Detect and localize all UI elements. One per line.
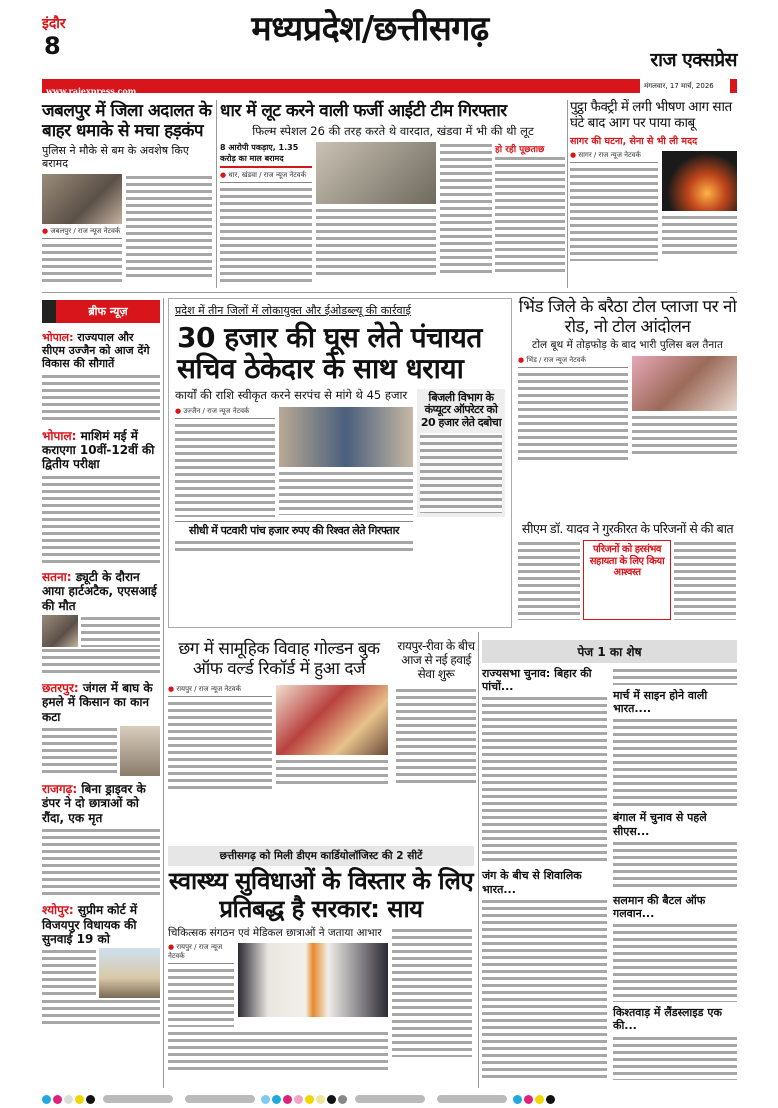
headline: छग में सामूहिक विवाह गोल्डन बुक ऑफ वर्ल्ड रिकॉर्ड में हुआ दर्ज <box>178 639 380 679</box>
subhead: पुलिस ने मौके से बम के अवशेष किए बरामद <box>42 144 189 171</box>
story-dhar <box>220 102 566 286</box>
body-text <box>126 174 212 280</box>
headline: रायपुर-रीवा के बीच आज से नई हवाई सेवा शुरू <box>397 639 475 681</box>
story-vivah <box>168 640 390 790</box>
side-head: हो रही पूछताछ <box>495 145 545 156</box>
section-title: मध्यप्रदेश/छत्तीसगढ़ <box>251 9 489 49</box>
byline: ● जबलपुर / राज न्यूज नेटवर्क <box>42 227 122 239</box>
headline: माशिमं मई में कराएगा 10वीं-12वीं की द्वितीय परीक्षा <box>42 428 155 472</box>
headline: धार में लूट करने वाली फर्जी आईटी टीम गिरफ्तार <box>220 101 507 121</box>
story-health <box>168 846 474 1070</box>
date: मंगलवार, 17 मार्च, 2026 <box>644 82 714 90</box>
bottom-headline: सीधी में पटवारी पांच हजार रुपए की रिश्वत लेते गिरफ्तार <box>175 521 413 538</box>
body-text <box>440 142 492 277</box>
continued-item[interactable]: जंग के बीच से शिवालिक भारत... <box>482 869 582 896</box>
bomb-site-photo <box>42 174 122 224</box>
subhead: टोल बूथ में तोड़फोड़ के बाद भारी पुलिस बल तैनात <box>532 339 723 352</box>
protest-photo <box>632 356 737 411</box>
subhead: चिकित्सक संगठन एवं मेडिकल छात्राओं ने जताया आभार <box>168 927 382 940</box>
farmer-photo <box>120 726 160 776</box>
story-bhind <box>518 298 737 461</box>
fire-photo <box>662 151 737 211</box>
body-text <box>42 242 122 282</box>
doctors-group-photo <box>238 943 388 1017</box>
story-flight <box>396 640 476 787</box>
brief-news-column <box>42 300 160 1026</box>
callout: 8 आरोपी पकड़ाए, 1.35 करोड़ का माल बरामद <box>220 142 312 168</box>
headline: सुप्रीम कोर्ट में विजयपुर विधायक की सुनवाई 19 को <box>42 903 138 947</box>
supreme-court-photo <box>99 948 160 998</box>
place: सतना: <box>42 569 72 584</box>
page1-continued <box>482 640 737 1080</box>
header-bar-end <box>730 79 737 93</box>
headline: बिना ड्राइवर के डंपर ने दो छात्राओं को रौंदा, एक मृत <box>42 782 146 825</box>
story-sagar <box>570 100 737 261</box>
headline: ड्यूटी के दौरान आया हार्टअटैक, एएसआई की मौत <box>42 569 157 613</box>
subhead: सागर की घटना, सेना से भी ली मदद <box>570 136 698 148</box>
side-headline: बिजली विभाग के कंप्यूटर ऑपरेटर को 20 हजार लेते दबोचा <box>420 390 502 429</box>
story-jabalpur <box>42 102 214 282</box>
body-text <box>495 155 565 275</box>
continued-item[interactable]: किश्तवाड़ में लैंडस्लाइड एक की... <box>613 1006 722 1033</box>
body-text <box>316 207 436 277</box>
story-cm <box>518 522 737 620</box>
byline: ● रायपुर / राज न्यूज नेटवर्क <box>168 685 272 697</box>
byline: ● उज्जैन / राज न्यूज नेटवर्क <box>175 407 275 419</box>
headline: सीएम डॉ. यादव ने गुरकीरत के परिजनों से की बात <box>521 521 734 536</box>
accused-photo <box>279 407 413 467</box>
body-text <box>662 214 737 254</box>
place: श्योपुर: <box>42 903 74 918</box>
color-registration-strip <box>42 1094 742 1104</box>
quote-box: परिजनों को हरसंभव सहायता के लिए किया आश्वस्त <box>583 540 671 620</box>
byline: ● सागर / राज न्यूज नेटवर्क <box>570 151 658 163</box>
continued-item[interactable]: बंगाल में चुनाव से पहले सीएस... <box>613 811 707 838</box>
kicker: छत्तीसगढ़ को मिली डीएम कार्डियोलॉजिस्ट की 2 सीटें <box>168 846 474 866</box>
headline: 30 हजार की घूस लेते पंचायत सचिव ठेकेदार के साथ धराया <box>177 321 482 386</box>
brief-item <box>42 429 160 564</box>
paper-name: राज एक्सप्रेस <box>650 49 737 71</box>
page-number: 8 <box>44 32 61 60</box>
brief-news-title: ब्रीफ न्यूज़ <box>42 300 160 323</box>
headline: स्वास्थ्य सुविधाओं के विस्तार के लिए प्रतिबद्ध है सरकार: साय <box>168 867 474 923</box>
body-text <box>570 166 658 261</box>
headline: जंगल में बाघ के हमले में किसान का कान कटा <box>42 680 153 724</box>
brief-item <box>42 570 160 675</box>
award-photo <box>276 685 388 755</box>
subhead: फिल्म स्पेशल 26 की तरह करते थे वारदात, खंडवा में भी की थी लूट <box>252 123 534 138</box>
website-link[interactable]: www.rajexpress.com <box>46 86 137 96</box>
brief-item <box>42 331 160 423</box>
continued-item[interactable]: राज्यसभा चुनाव: बिहार की पांचों... <box>482 667 592 694</box>
byline: ● भिंड / राज न्यूज नेटवर्क <box>518 356 628 368</box>
continued-item[interactable]: मार्च में साइन होने वाली भारत.... <box>613 689 708 716</box>
byline: ● रायपुर / राज न्यूज नेटवर्क <box>168 943 234 964</box>
headline: पुट्ठा फैक्ट्री में लगी भीषण आग सात घंटे बाद आग पर पाया काबू <box>570 99 732 131</box>
headline: भिंड जिले के बरैठा टोल प्लाजा पर नो रोड, नो टोल आंदोलन <box>518 297 737 337</box>
accused-photo <box>316 142 436 204</box>
side-story <box>417 389 505 517</box>
continued-item[interactable]: सलमान की बैटल ऑफ गलवान... <box>613 893 706 920</box>
brief-item <box>42 681 160 776</box>
subhead: कार्यों की राशि स्वीकृत करने सरपंच से मांगे थे 45 हजार <box>175 387 408 402</box>
asi-photo <box>42 615 78 647</box>
place: भोपाल: <box>42 331 74 344</box>
body-text <box>220 186 312 286</box>
lead-story <box>168 298 512 628</box>
brief-item <box>42 782 160 897</box>
kicker: प्रदेश में तीन जिलों में लोकायुक्त और ईओडब्ल्यू की कार्रवाई <box>175 304 411 317</box>
brief-item <box>42 903 160 1026</box>
byline: ● धार, खंडवा / राज न्यूज नेटवर्क <box>220 171 312 183</box>
place: छतरपुर: <box>42 680 79 695</box>
header-bar <box>42 79 640 96</box>
section-title: पेज 1 का शेष <box>482 640 737 663</box>
place: राजगढ़: <box>42 782 78 797</box>
place: भोपाल: <box>42 428 77 443</box>
edition-label: इंदौर <box>42 16 66 32</box>
headline: राज्यपाल और सीएम उज्जैन को आज देंगे विकास की सौगातें <box>42 331 150 371</box>
headline: जबलपुर में जिला अदालत के बाहर धमाके से मचा हड़कंप <box>42 101 212 141</box>
